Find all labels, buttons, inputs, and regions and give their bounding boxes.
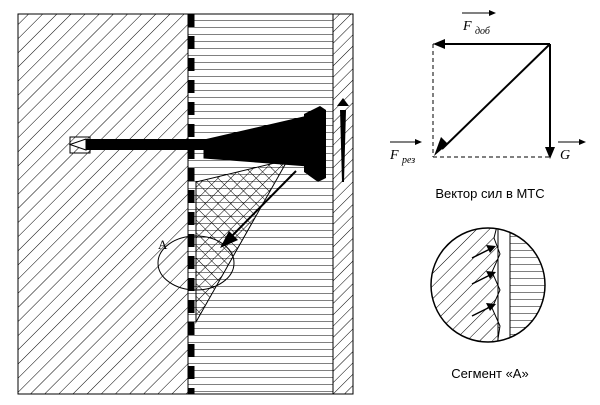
svg-text:рез: рез [402, 155, 416, 166]
vector-fres-line [442, 44, 550, 149]
vector-force-diagram [390, 4, 590, 184]
left-panel-diagram [8, 6, 378, 402]
label-fdob [462, 10, 496, 37]
label-g [558, 139, 586, 163]
svg-text:G: G [560, 148, 571, 163]
segment-a-caption: Сегмент «А» [451, 366, 529, 381]
left-hatched-block [18, 14, 188, 394]
right-edge-strip [333, 14, 353, 394]
vector-fdob-arrowhead [433, 39, 445, 49]
label-fres [390, 139, 422, 166]
callout-label-a: A [158, 237, 168, 252]
tool-shaft [86, 139, 310, 150]
svg-text:F: F [390, 148, 399, 163]
segment-a-detail [420, 222, 560, 352]
nozzle [304, 106, 326, 182]
vector-diagram-caption: Вектор сил в МТС [435, 186, 545, 201]
svg-text:доб: доб [475, 26, 490, 37]
svg-text:F: F [463, 19, 472, 34]
